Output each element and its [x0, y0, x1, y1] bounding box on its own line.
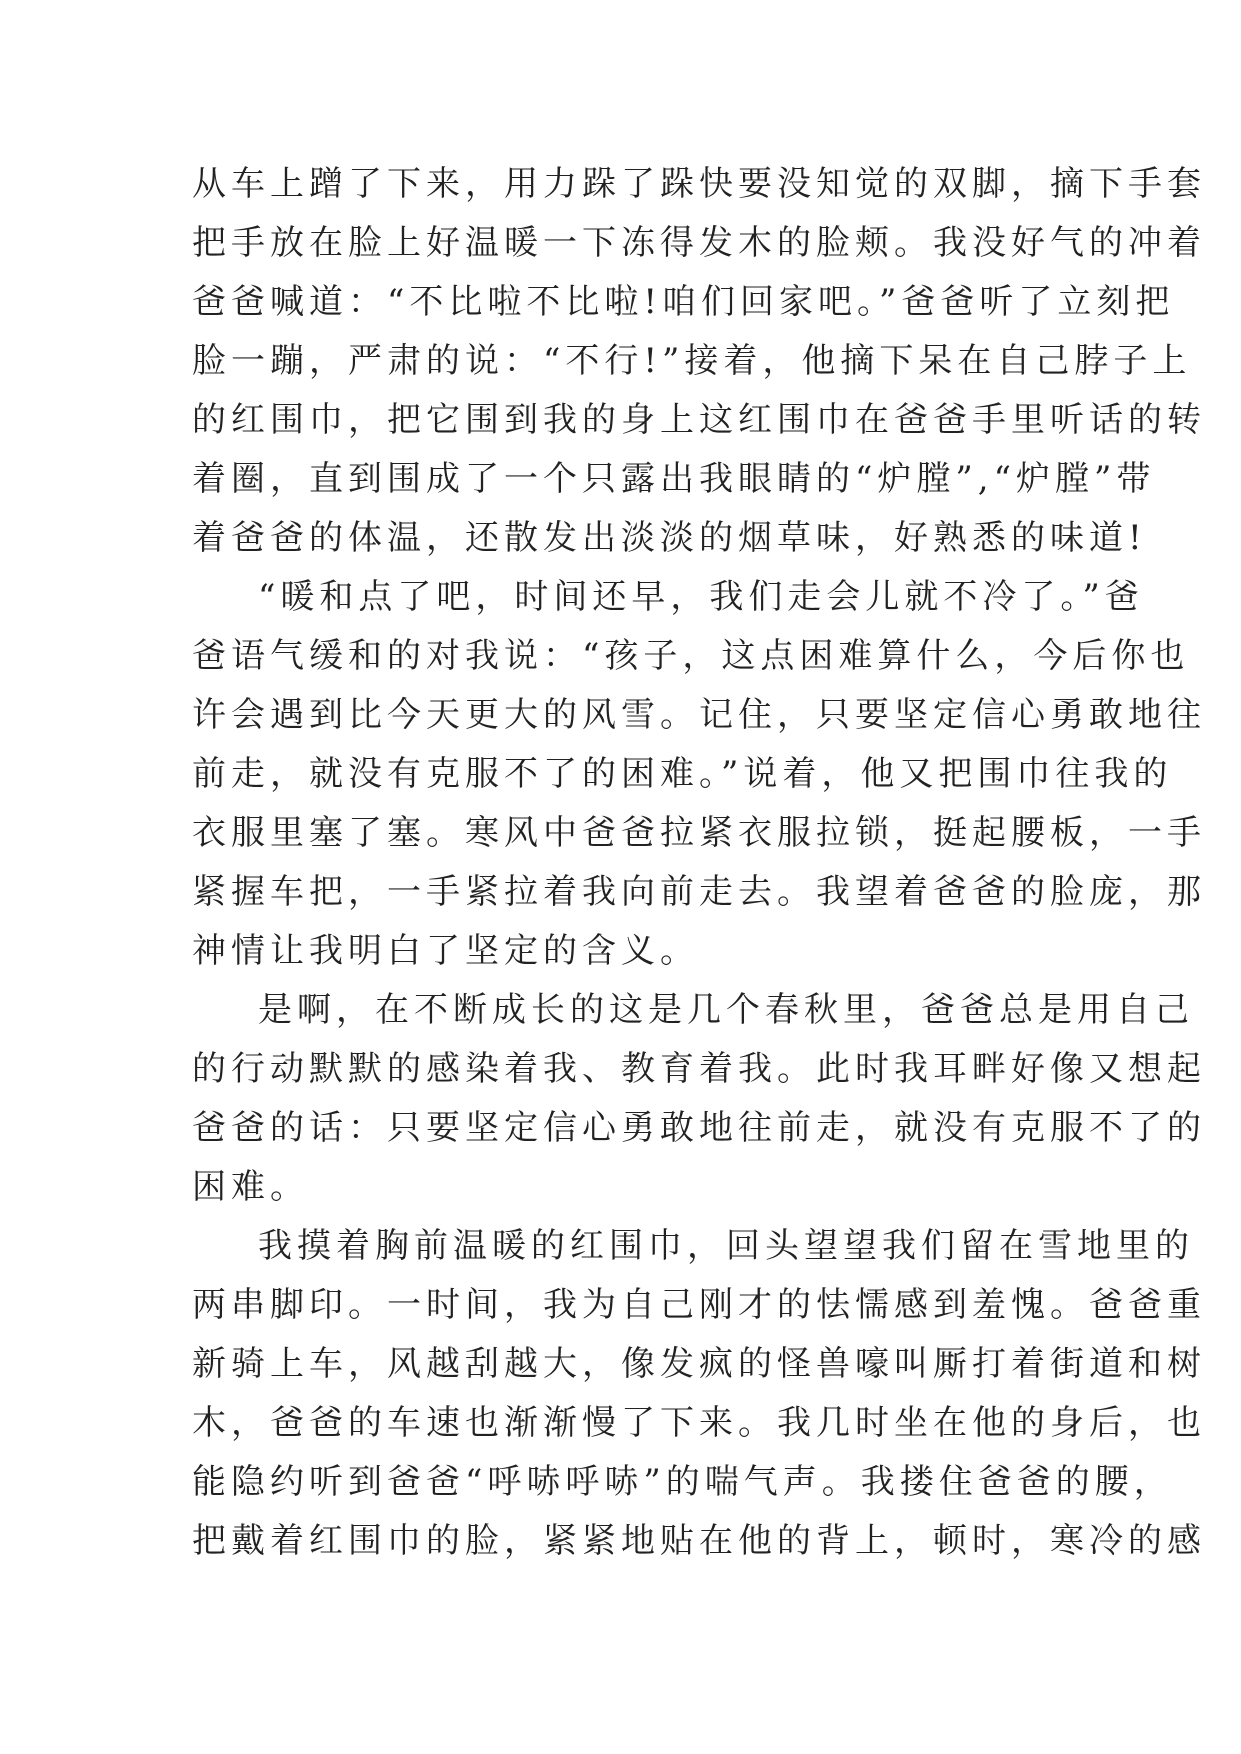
paragraph-2	[192, 568, 1206, 981]
text-line: 是啊，在不断成长的这是几个春秋里，爸爸总是用自己	[258, 990, 1194, 1030]
text-line: 许会遇到比今天更大的风雪。记住，只要坚定信心勇敢地往	[192, 695, 1206, 735]
text-line: 衣服里塞了塞。寒风中爸爸拉紧衣服拉锁，挺起腰板，一手	[192, 813, 1206, 853]
text-line: 的行动默默的感染着我、教育着我。此时我耳畔好像又想起	[192, 1049, 1206, 1089]
text-line: 神情让我明白了坚定的含义。	[192, 931, 699, 971]
text-line: 把戴着红围巾的脸，紧紧地贴在他的背上，顿时，寒冷的感	[192, 1521, 1206, 1561]
text-line: 爸语气缓和的对我说：“孩子，这点困难算什么，今后你也	[192, 636, 1190, 676]
paragraph-4	[192, 1217, 1206, 1571]
text-line: 前走，就没有克服不了的困难。”说着，他又把围巾往我的	[192, 754, 1173, 794]
text-line: 困难。	[192, 1167, 309, 1207]
text-body	[192, 155, 1206, 1571]
text-line: 新骑上车，风越刮越大，像发疯的怪兽嚎叫厮打着街道和树	[192, 1344, 1206, 1384]
text-line: 爸爸的话：只要坚定信心勇敢地往前走，就没有克服不了的	[192, 1108, 1206, 1148]
text-line: 从车上蹭了下来，用力跺了跺快要没知觉的双脚，摘下手套	[192, 164, 1206, 204]
text-line: 爸爸喊道：“不比啦不比啦!咱们回家吧。”爸爸听了立刻把	[192, 282, 1175, 322]
paragraph-3	[192, 981, 1206, 1217]
text-line: 着圈，直到围成了一个只露出我眼睛的“炉膛”,“炉膛”带	[192, 459, 1156, 499]
text-line: 紧握车把，一手紧拉着我向前走去。我望着爸爸的脸庞，那	[192, 872, 1206, 912]
text-line: “暖和点了吧，时间还早，我们走会儿就不冷了。”爸	[258, 577, 1144, 617]
text-line: 把手放在脸上好温暖一下冻得发木的脸颊。我没好气的冲着	[192, 223, 1206, 263]
text-line: 的红围巾，把它围到我的身上这红围巾在爸爸手里听话的转	[192, 400, 1206, 440]
text-line: 我摸着胸前温暖的红围巾，回头望望我们留在雪地里的	[258, 1226, 1194, 1266]
paragraph-1	[192, 155, 1206, 568]
text-line: 两串脚印。一时间，我为自己刚才的怯懦感到羞愧。爸爸重	[192, 1285, 1206, 1325]
text-line: 木，爸爸的车速也渐渐慢了下来。我几时坐在他的身后，也	[192, 1403, 1206, 1443]
text-line: 能隐约听到爸爸“呼哧呼哧”的喘气声。我搂住爸爸的腰，	[192, 1462, 1173, 1502]
text-line: 着爸爸的体温，还散发出淡淡的烟草味，好熟悉的味道!	[192, 518, 1147, 558]
text-line: 脸一蹦，严肃的说：“不行!”接着，他摘下呆在自己脖子上	[192, 341, 1192, 381]
